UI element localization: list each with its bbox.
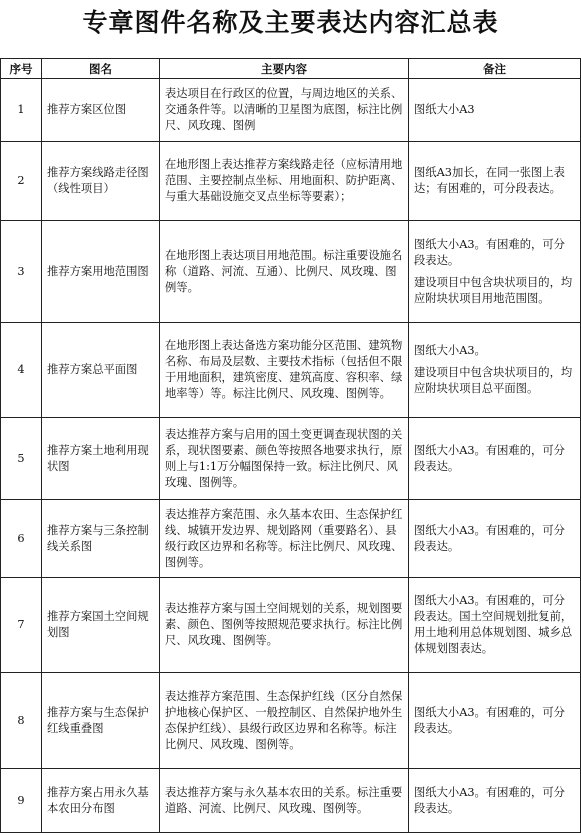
row-index: 2 xyxy=(1,142,42,221)
row-main-content: 表达项目在行政区的位置，与周边地区的关系、交通条件等。以清晰的卫星图为底图，标注比例尺、风玫瑰、图例 xyxy=(160,79,409,142)
note-paragraph: 图纸大小A3。 xyxy=(414,344,486,357)
note-paragraph: 图纸大小A3 xyxy=(414,103,475,116)
table-row xyxy=(1,142,581,221)
row-note xyxy=(409,769,581,833)
header-content: 主要内容 xyxy=(160,59,409,79)
note-paragraph: 图纸大小A3。有困难的，可分段表达。 xyxy=(414,785,565,815)
table-row xyxy=(1,323,581,418)
row-map-name: 推荐方案与三条控制线关系图 xyxy=(42,500,160,578)
table-row xyxy=(1,578,581,673)
note-paragraph: 建设项目中包含块状项目的，均应附块状项目用地范围图。 xyxy=(414,275,573,305)
row-note xyxy=(409,500,581,578)
row-note xyxy=(409,221,581,323)
row-index: 4 xyxy=(1,323,42,418)
row-main-content: 表达推荐方案与永久基本农田的关系。标注重要道路、河流、比例尺、风玫瑰、图例等。 xyxy=(160,769,409,833)
row-map-name: 推荐方案总平面图 xyxy=(42,323,160,418)
row-index: 1 xyxy=(1,79,42,142)
row-index: 7 xyxy=(1,578,42,673)
note-paragraph: 建设项目中包含块状项目的，均应附块状项目总平面图。 xyxy=(414,366,573,395)
row-main-content: 表达推荐方案与国土空间规划的关系，规划图要素、颜色、图例等按照规范要求执行。标注比例尺、风玫瑰、图例等。 xyxy=(160,578,409,673)
row-map-name: 推荐方案用地范围图 xyxy=(42,221,160,323)
note-paragraph: 图纸大小A3。有困难的，可分段表达。 xyxy=(414,705,565,735)
row-map-name: 推荐方案土地利用现状图 xyxy=(42,418,160,500)
row-map-name: 推荐方案与生态保护红线重叠图 xyxy=(42,673,160,769)
row-note xyxy=(409,673,581,769)
row-main-content: 在地形图上表达备选方案功能分区范围、建筑物名称、布局及层数、主要技术指标（包括但不限于用地面积，建筑密度、建筑高度、容积率、绿地率等）等。标注比例尺、风玫瑰、图例等。 xyxy=(160,323,409,418)
row-main-content: 在地形图上表达推荐方案线路走径（应标清用地范围、主要控制点坐标、用地面积、防护距离、与重大基础设施交叉点坐标等要素）； xyxy=(160,142,409,221)
row-note xyxy=(409,578,581,673)
row-index: 9 xyxy=(1,769,42,833)
header-name: 图名 xyxy=(42,59,160,79)
table-row xyxy=(1,769,581,833)
row-map-name: 推荐方案占用永久基本农田分布图 xyxy=(42,769,160,833)
row-note xyxy=(409,79,581,142)
row-index: 8 xyxy=(1,673,42,769)
table-row xyxy=(1,500,581,578)
summary-table xyxy=(0,58,581,833)
note-paragraph: 图纸大小A3。有困难的，可分段表达。 xyxy=(414,523,565,553)
page-title: 专章图件名称及主要表达内容汇总表 xyxy=(82,8,499,37)
row-index: 3 xyxy=(1,221,42,323)
row-main-content: 在地形图上表达项目用地范围。标注重要设施名称（道路、河流、互通）、比例尺、风玫瑰、图例等。 xyxy=(160,221,409,323)
note-paragraph: 图纸大小A3。有困难的，可分段表达。 xyxy=(414,443,565,473)
row-map-name: 推荐方案国土空间规划图 xyxy=(42,578,160,673)
table-header-row xyxy=(1,59,581,79)
row-index: 6 xyxy=(1,500,42,578)
header-index: 序号 xyxy=(1,59,42,79)
note-paragraph: 图纸A3加长，在同一张图上表达；有困难的，可分段表达。 xyxy=(414,166,565,195)
header-note: 备注 xyxy=(409,59,581,79)
table-row xyxy=(1,221,581,323)
row-map-name: 推荐方案线路走径图（线性项目） xyxy=(42,142,160,221)
note-paragraph: 图纸大小A3。有困难的，可分段表达。 xyxy=(414,237,565,267)
row-main-content: 表达推荐方案范围、生态保护红线（区分自然保护地核心保护区、一般控制区、自然保护地外生态保护红线）、县级行政区边界和名称等。标注比例尺、风玫瑰、图例等。 xyxy=(160,673,409,769)
row-main-content: 表达推荐方案范围、永久基本农田、生态保护红线、城镇开发边界、规划路网（重要路名）、县级行政区边界和名称等。标注比例尺、风玫瑰、图例等。 xyxy=(160,500,409,578)
row-note xyxy=(409,142,581,221)
row-main-content: 表达推荐方案与启用的国土变更调查现状图的关系，现状图要素、颜色等按照各地要求执行，原则上与1:1万分幅图保持一致。标注比例尺、风玫瑰、图例等。 xyxy=(160,418,409,500)
row-note xyxy=(409,418,581,500)
table-row xyxy=(1,673,581,769)
row-note xyxy=(409,323,581,418)
table-row xyxy=(1,79,581,142)
table-row xyxy=(1,418,581,500)
row-map-name: 推荐方案区位图 xyxy=(42,79,160,142)
row-index: 5 xyxy=(1,418,42,500)
note-paragraph: 图纸大小A3。有困难的，可分段表达。国土空间规划批复前，用土地利用总体规划图、城乡总体规划图表达。 xyxy=(414,594,573,655)
